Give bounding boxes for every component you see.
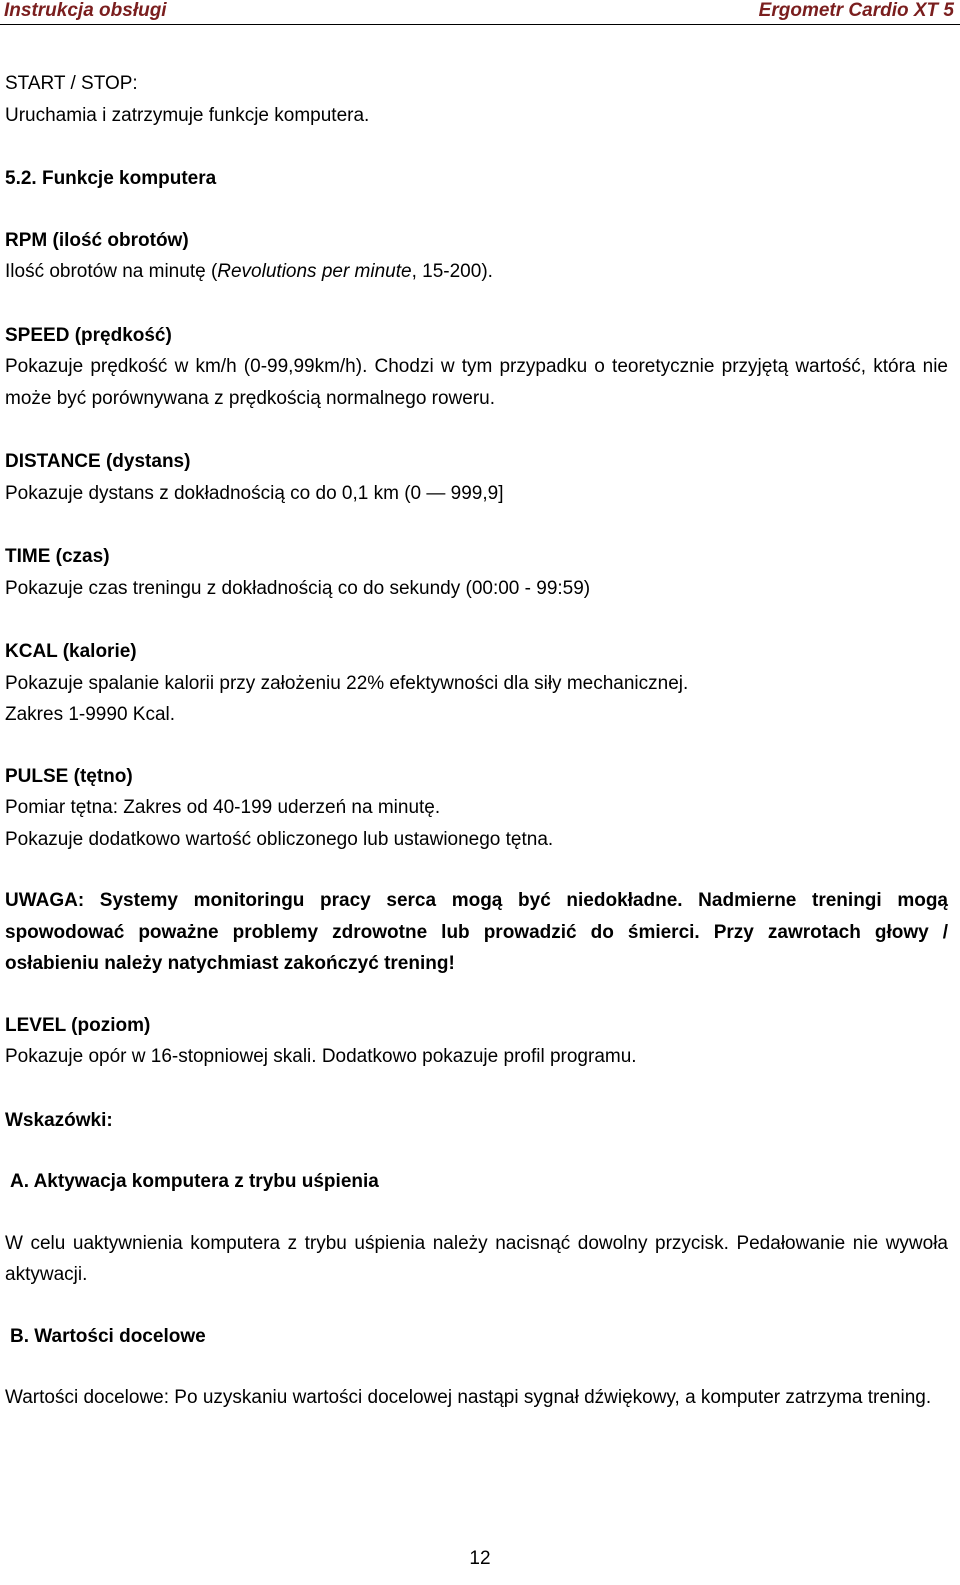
kcal-title: KCAL (kalorie) [5,641,137,662]
rpm-title: RPM (ilość obrotów) [5,229,189,251]
speed-title: SPEED (prędkość) [5,324,172,346]
page-number: 12 [469,1548,491,1569]
document-body [5,68,948,1414]
speed-text: Pokazuje prędkość w km/h (0-99,99km/h). Chodzi w tym przypadku o teoretycznie przyjętą wartość, która nie może być porównywana z prędkością normalnego roweru. [5,356,948,409]
rpm-text-after: , 15-200). [411,261,493,282]
pulse-text-line2: Pokazuje dodatkowo wartość obliczonego lub ustawionego tętna. [5,828,554,850]
header-manual-title: Instrukcja obsługi [4,0,167,21]
section-title: 5.2. Funkcje komputera [5,168,217,189]
header-product-name: Ergometr Cardio XT 5 [758,0,954,21]
distance-title: DISTANCE (dystans) [5,451,191,472]
kcal-text-line2: Zakres 1-9990 Kcal. [5,704,176,725]
pulse-title: PULSE (tętno) [5,765,133,787]
rpm-text-italic: Revolutions per minute [217,261,412,282]
tip-a-text: W celu uaktywnienia komputera z trybu uśpienia należy nacisnąć dowolny przycisk. Pedałowanie nie wywoła aktywacji. [5,1232,948,1285]
time-title: TIME (czas) [5,546,110,567]
tips-title: Wskazówki: [5,1109,113,1131]
tip-b-text: Wartości docelowe: Po uzyskaniu wartości docelowej nastąpi sygnał dźwiękowy, a komputer zatrzyma trening. [5,1387,932,1408]
kcal-text-line1: Pokazuje spalanie kalorii przy założeniu 22% efektywności dla siły mechanicznej. [5,672,689,694]
tip-b-title: B. Wartości docelowe [10,1325,206,1347]
warning-text: UWAGA: Systemy monitoringu pracy serca mogą być niedokładne. Nadmierne treningi mogą spowodować poważne problemy zdrowotne lub prowadzić do śmierci. Przy zawrotach głowy / osłabieniu należy natychmiast zakończyć trening! [5,890,948,974]
level-text: Pokazuje opór w 16-stopniowej skali. Dodatkowo pokazuje profil programu. [5,1046,637,1067]
pulse-text-line1: Pomiar tętna: Zakres od 40-199 uderzeń na minutę. [5,797,441,818]
level-title: LEVEL (poziom) [5,1014,151,1036]
tip-a-title: A. Aktywacja komputera z trybu uśpienia [10,1171,379,1192]
rpm-text-before: Ilość obrotów na minutę ( [5,261,218,282]
time-text: Pokazuje czas treningu z dokładnością co do sekundy (00:00 - 99:59) [5,577,591,599]
rpm-text [5,256,948,288]
start-stop-title: START / STOP: [5,73,138,94]
distance-text: Pokazuje dystans z dokładnością co do 0,1 km (0 — 999,9] [5,482,504,504]
running-header [0,0,960,25]
start-stop-text: Uruchamia i zatrzymuje funkcje komputera. [5,104,370,126]
